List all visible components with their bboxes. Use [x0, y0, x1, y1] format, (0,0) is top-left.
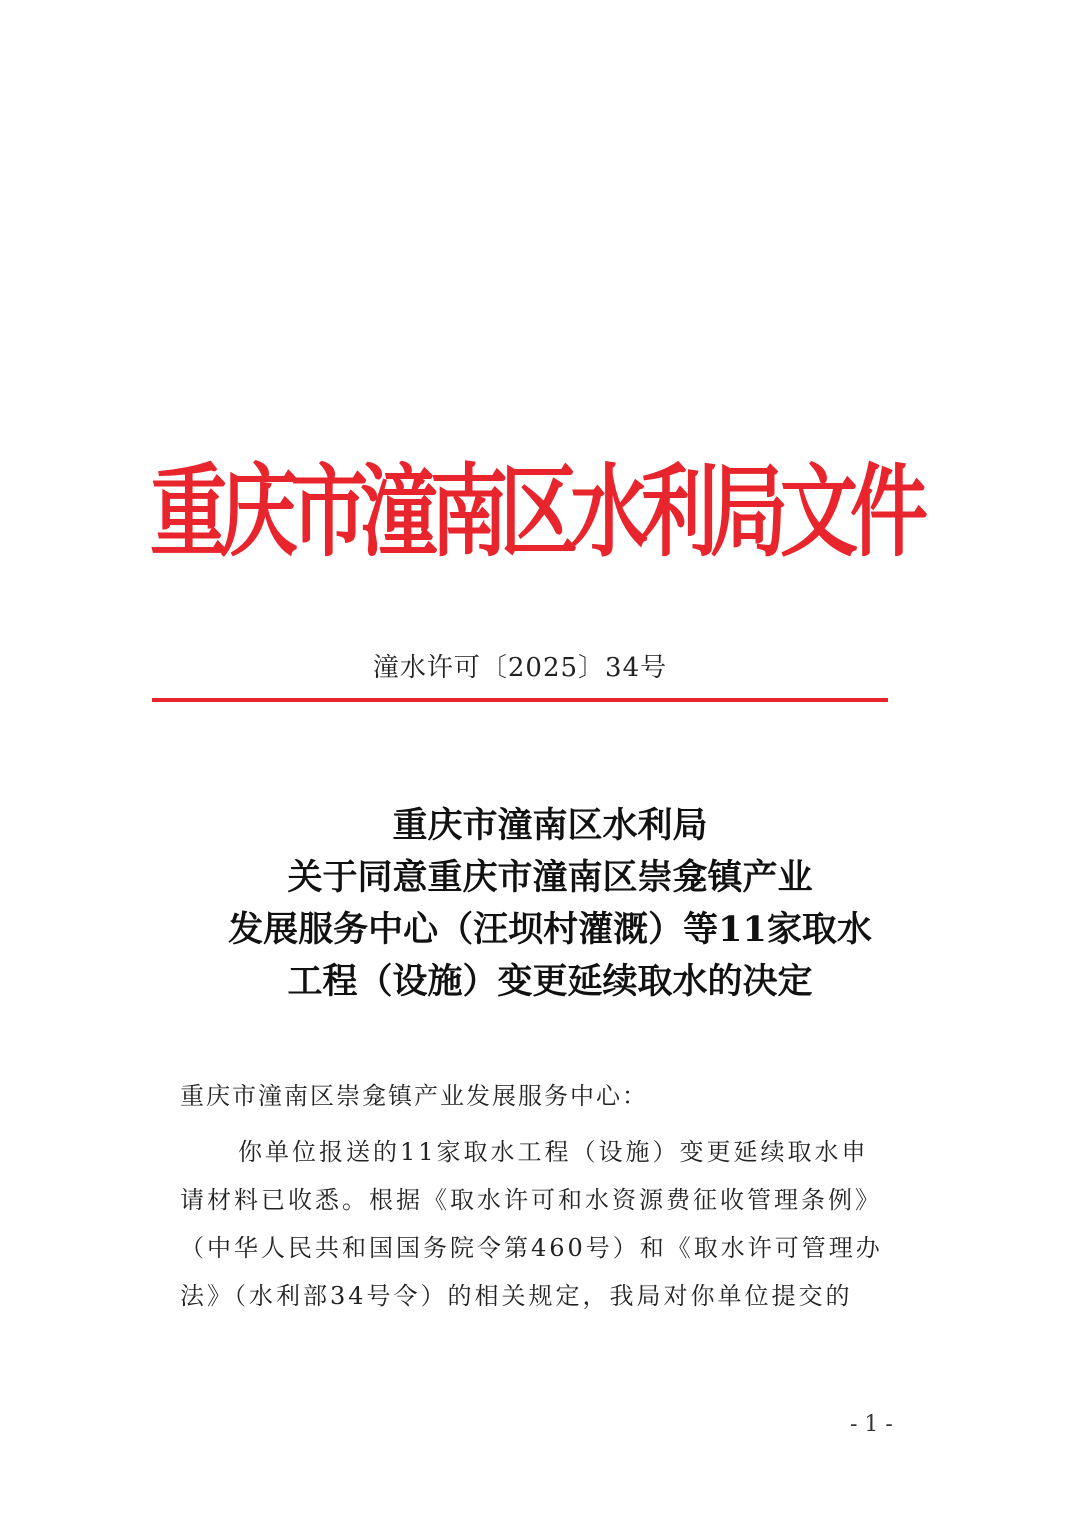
document-number: 潼水许可〔2025〕34号	[372, 653, 668, 683]
addressee: 重庆市潼南区崇龛镇产业发展服务中心：	[180, 1082, 648, 1110]
body-line: 你单位报送的11家取水工程（设施）变更延续取水申	[238, 1138, 869, 1166]
document-title	[150, 800, 950, 1008]
body-line: 请材料已收悉。根据《取水许可和水资源费征收管理条例》	[180, 1186, 882, 1214]
title-line: 发展服务中心（汪坝村灌溉）等11家取水	[228, 909, 872, 950]
masthead-title: 重庆市潼南区水利局文件	[150, 454, 921, 571]
page-number: - 1 -	[850, 1412, 893, 1437]
title-line: 重庆市潼南区水利局	[392, 805, 708, 846]
red-divider-line	[152, 698, 888, 702]
body-line: 法》（水利部34号令）的相关规定，我局对你单位提交的	[180, 1282, 853, 1310]
title-line: 关于同意重庆市潼南区崇龛镇产业	[287, 857, 813, 898]
title-line: 工程（设施）变更延续取水的决定	[287, 961, 813, 1002]
body-line: （中华人民共和国国务院令第460号）和《取水许可管理办	[180, 1234, 883, 1262]
body-paragraph	[180, 1128, 920, 1320]
